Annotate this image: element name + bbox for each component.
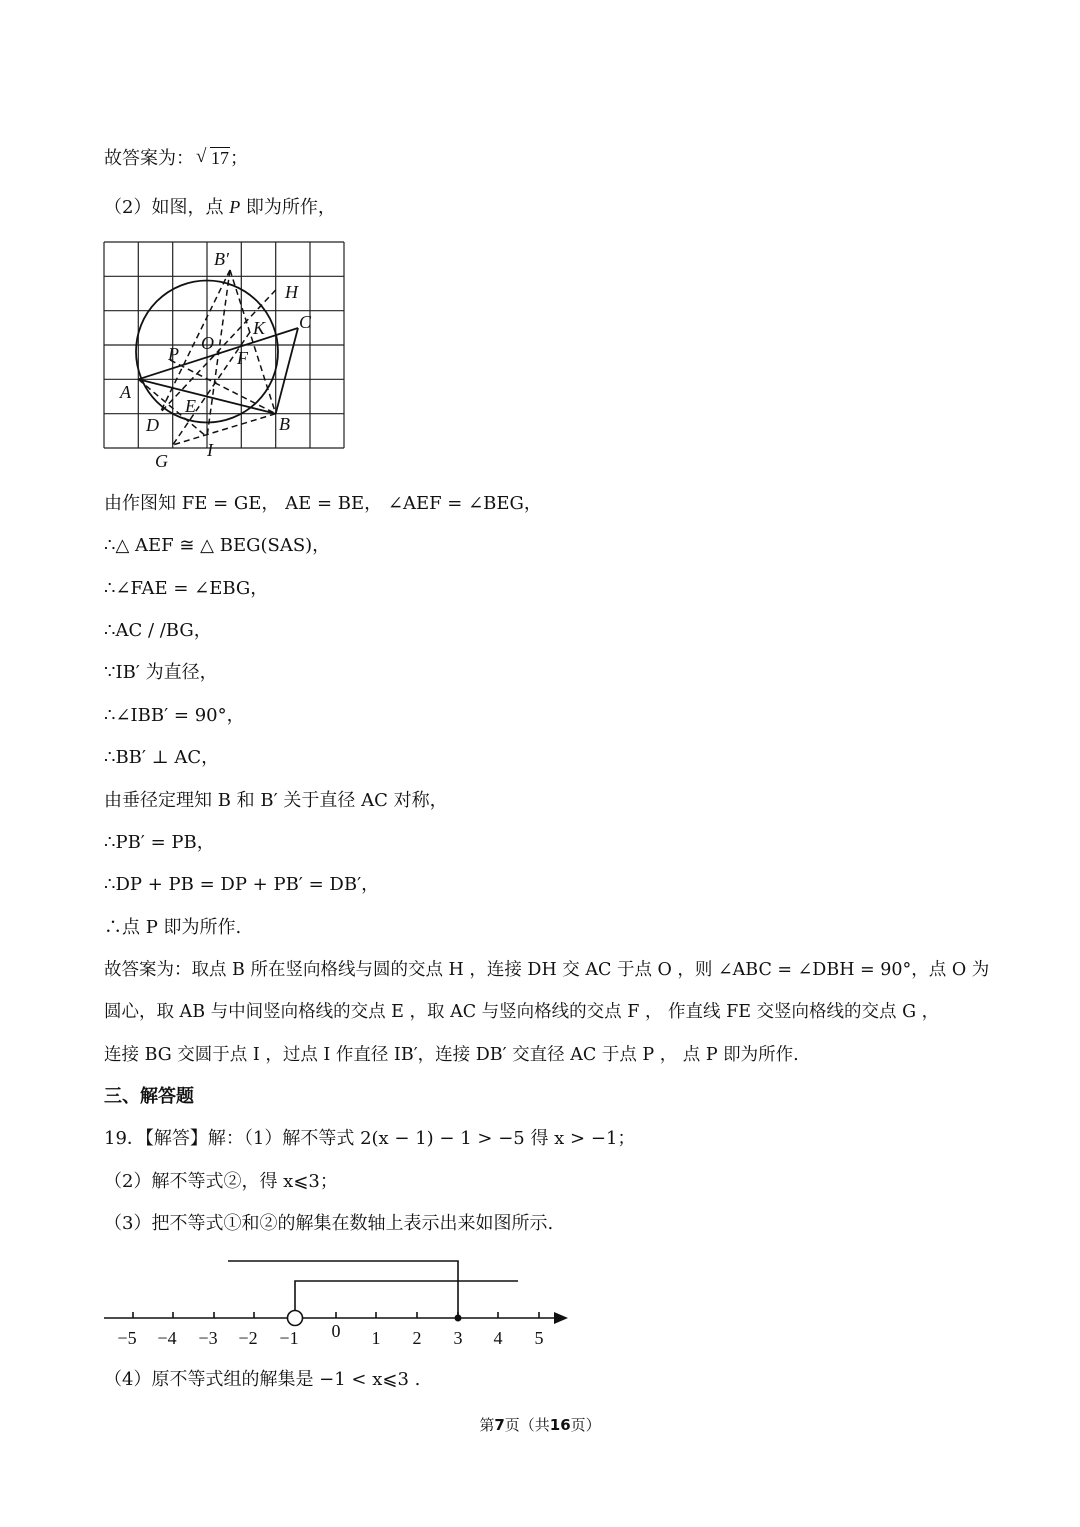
summary-line: 圆心，取 AB 与中间竖向格线的交点 E ，取 AC 与竖向格线的交点 F ， 作直线 FE 交竖向格线的交点 G ， <box>104 1002 940 1022</box>
tick-label: 4 <box>493 1328 503 1348</box>
part2-intro-var: P <box>229 197 241 217</box>
summary-line: 故答案为：取点 B 所在竖向格线与圆的交点 H ，连接 DH 交 AC 于点 O ，则 ∠ABC = ∠DBH = 90°，点 O 为 <box>104 960 990 980</box>
proof-line: ∴AC / /BG， <box>104 620 212 641</box>
tick-label: −2 <box>238 1328 258 1348</box>
footer-pre: 第 <box>479 1416 495 1434</box>
proof-line: ∴BB′ ⊥ AC， <box>104 747 220 768</box>
tick-label: 1 <box>371 1328 381 1348</box>
closed-point-3 <box>455 1315 462 1322</box>
proof-line: ∴点 P 即为所作. <box>104 917 242 938</box>
proof-line: ∵IB′ 为直径， <box>104 662 218 683</box>
proof-line: ∴△ AEF ≅ △ BEG(SAS)， <box>104 535 331 556</box>
tick-label: 0 <box>331 1321 341 1341</box>
label-G: G <box>155 451 168 471</box>
proof-line: ∴DP + PB = DP + PB′ = DB′， <box>104 874 380 895</box>
q19-line: 19．【解答】解：（1）解不等式 2(x − 1) − 1 > −5 得 x > −1； <box>104 1128 636 1149</box>
answer-suffix: ； <box>230 148 248 169</box>
grid-point-labels <box>119 249 312 471</box>
proof-line: ∴∠FAE = ∠EBG， <box>104 578 269 599</box>
q19-final: （4）原不等式组的解集是 −1 < x⩽3 . <box>104 1369 421 1390</box>
label-E: E <box>185 396 196 416</box>
tick-label: −3 <box>198 1328 218 1348</box>
solution-bracket-1 <box>228 1261 458 1318</box>
part2-intro-suffix: 即为所作， <box>245 197 336 218</box>
geometry-grid-figure <box>96 236 366 478</box>
section-heading: 三、解答题 <box>104 1086 194 1107</box>
label-B-prime: B′ <box>214 249 229 269</box>
label-F: F <box>237 348 248 368</box>
solid-lines <box>138 328 298 414</box>
label-O: O <box>201 333 214 353</box>
label-P: P <box>168 344 179 364</box>
answer-line-1 <box>104 146 248 171</box>
q19-line: （3）把不等式①和②的解集在数轴上表示出来如图所示. <box>104 1213 554 1234</box>
footer-page-number: 7 <box>494 1416 505 1434</box>
footer-mid: 页（共 <box>504 1416 550 1434</box>
sqrt-symbol <box>196 146 230 170</box>
tick-label: 5 <box>534 1328 544 1348</box>
label-A: A <box>120 382 131 402</box>
tick-label: −1 <box>279 1328 299 1348</box>
tick-label: −4 <box>157 1328 177 1348</box>
axis-ticks <box>133 1312 539 1318</box>
summary-line: 连接 BG 交圆于点 I ，过点 I 作直径 IB′，连接 DB′ 交直径 AC 于点 P ， 点 P 即为所作. <box>104 1045 799 1065</box>
footer-post: 页） <box>570 1416 601 1434</box>
axis-arrow-icon <box>554 1312 568 1324</box>
number-line-figure <box>96 1250 576 1350</box>
label-D: D <box>146 415 159 435</box>
label-I: I <box>207 440 213 460</box>
solution-bracket-2 <box>295 1281 518 1312</box>
page-footer <box>0 1414 1080 1435</box>
tick-label: −5 <box>117 1328 137 1348</box>
answer-prefix: 故答案为： <box>104 148 194 169</box>
sqrt-radicand: 17 <box>211 148 229 168</box>
label-B: B <box>279 414 290 434</box>
axis-tick-labels <box>117 1321 543 1348</box>
open-point-minus-1 <box>288 1311 303 1326</box>
label-H: H <box>285 282 298 302</box>
tick-label: 3 <box>453 1328 463 1348</box>
q19-line: （2）解不等式②，得 x⩽3； <box>104 1171 338 1192</box>
footer-total-pages: 16 <box>549 1416 571 1434</box>
proof-line: ∴∠IBB′ = 90°， <box>104 705 245 726</box>
proof-line: ∴PB′ = PB， <box>104 832 215 853</box>
proof-line: 由垂径定理知 B 和 B′ 关于直径 AC 对称， <box>104 790 448 811</box>
proof-line: 由作图知 FE = GE， AE = BE， ∠AEF = ∠BEG， <box>104 493 542 514</box>
part2-intro-prefix: （2）如图，点 <box>104 197 224 218</box>
label-C: C <box>299 312 312 332</box>
tick-label: 2 <box>412 1328 422 1348</box>
part2-intro <box>104 195 336 220</box>
label-K: K <box>253 318 266 338</box>
